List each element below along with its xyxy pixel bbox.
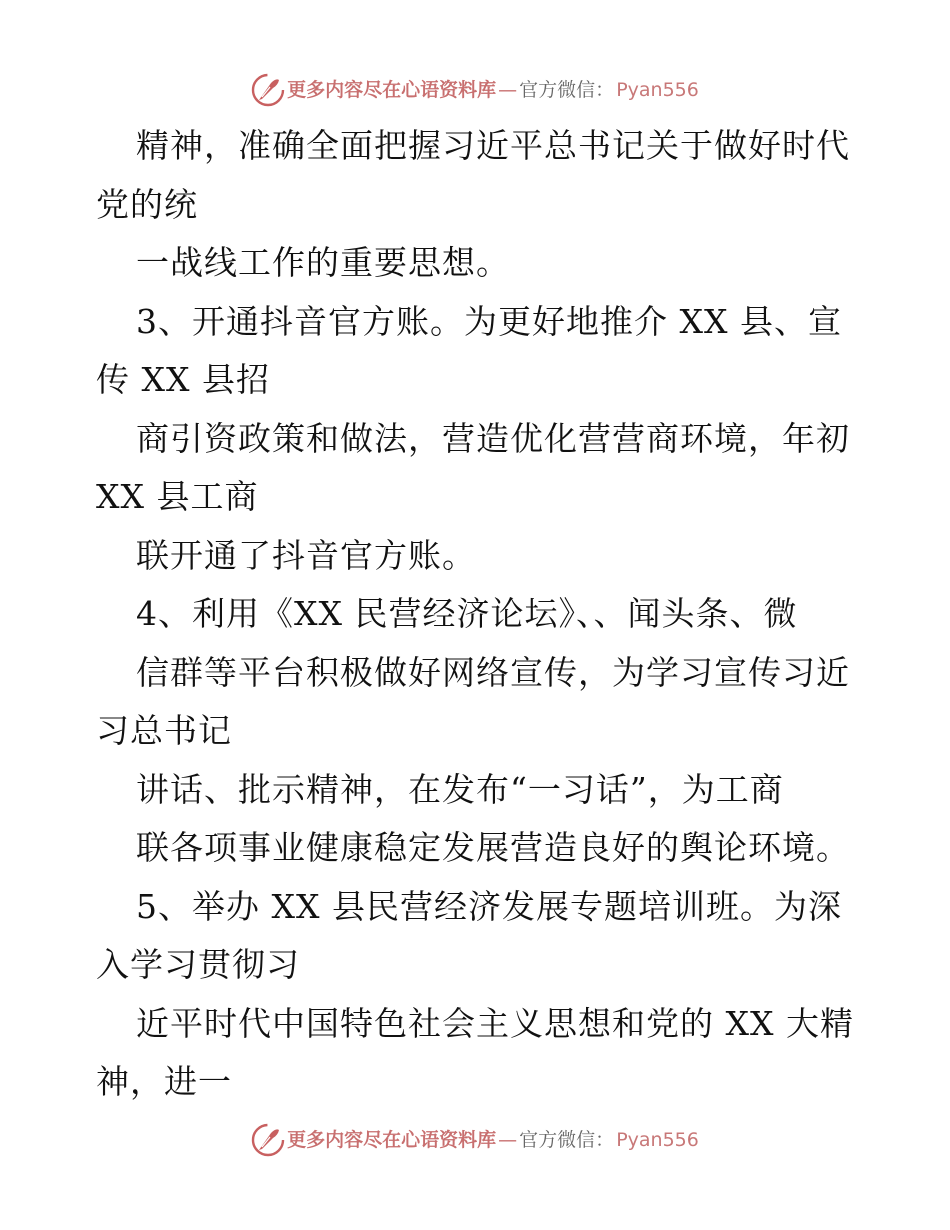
text-line: 党的统 (96, 184, 198, 224)
text-line: 精神，准确全面把握习近平总书记关于做好时代 (136, 126, 850, 165)
header-banner (0, 70, 950, 110)
document-body (96, 117, 866, 1112)
text-line: 讲话、批示精神，在发布“一习话”，为工商 (136, 769, 784, 809)
text-line: 商引资政策和做法，营造优化营营商环境，年初 (136, 418, 850, 458)
text-line: 神，进一 (96, 1062, 232, 1101)
quill-logo-icon (251, 73, 285, 107)
quill-logo-icon (251, 1123, 285, 1157)
banner-wechat-id: Pyan556 (616, 78, 699, 101)
banner-main-text: 更多内容尽在心语资料库 (287, 1128, 497, 1151)
banner-dash: — (498, 78, 518, 101)
text-line: 近平时代中国特色社会主义思想和党的 XX 大精 (136, 1003, 854, 1043)
text-line: 5、举办 XX 县民营经济发展专题培训班。为深 (136, 886, 842, 926)
text-line: 入学习贯彻习 (96, 945, 300, 984)
text-line: 传 XX 县招 (96, 360, 270, 399)
footer-banner (0, 1120, 950, 1160)
banner-wechat-id: Pyan556 (616, 1128, 699, 1151)
text-line: XX 县工商 (96, 477, 259, 516)
banner-dash: — (498, 1128, 518, 1151)
text-line: 4、利用《XX 民营经济论坛》、、闻头条、微 (136, 594, 798, 633)
banner-official-label: 官方微信： (519, 78, 615, 101)
text-line: 信群等平台积极做好网络宣传，为学习宣传习近 (136, 652, 850, 692)
banner-main-text: 更多内容尽在心语资料库 (287, 78, 497, 101)
text-line: 3、开通抖音官方账。为更好地推介 XX 县、宣 (136, 301, 842, 341)
text-line: 习总书记 (96, 711, 232, 750)
banner-official-label: 官方微信： (519, 1128, 615, 1151)
text-line: 联开通了抖音官方账。 (136, 535, 476, 575)
text-line: 一战线工作的重要思想。 (136, 243, 510, 282)
text-line: 联各项事业健康稳定发展营造良好的舆论环境。 (136, 828, 850, 867)
